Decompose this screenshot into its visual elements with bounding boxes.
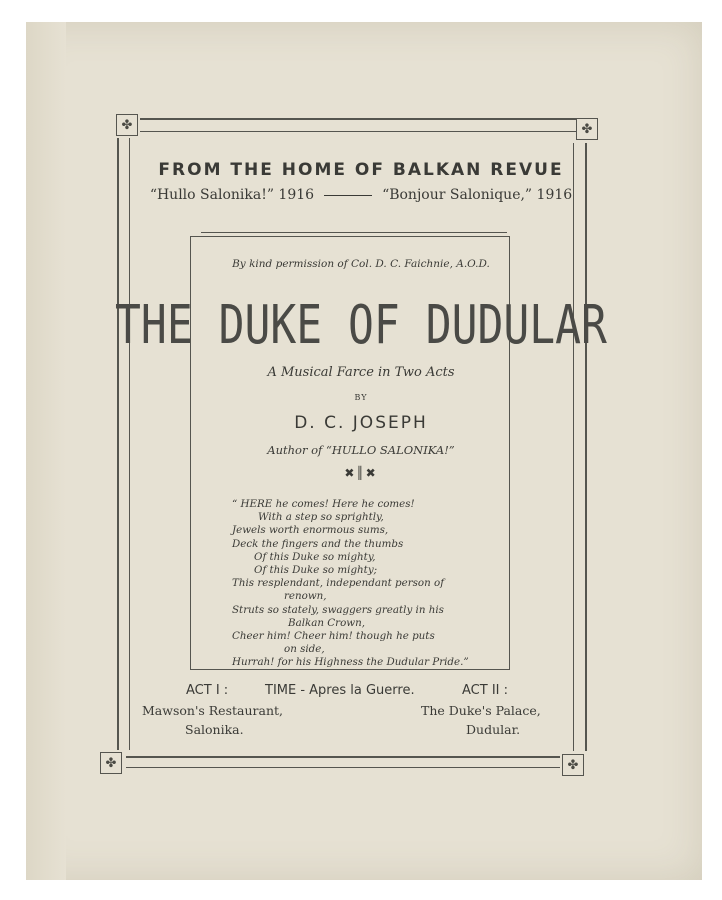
frame-bottom-line — [126, 756, 560, 758]
revue-left: “Hullo Salonika!” 1916 — [149, 187, 315, 203]
permission-line: By kind permission of Col. D. C. Faichnie, A.O.D. — [232, 258, 490, 270]
revue-line — [0, 187, 722, 203]
act1-label: ACT I : — [186, 683, 229, 698]
verse-line: Hurrah! for his Highness the Dudular Pride.” — [232, 656, 469, 669]
verse-line: Balkan Crown, — [288, 616, 366, 629]
from-home-heading: FROM THE HOME OF BALKAN REVUE — [158, 160, 564, 180]
time-line: TIME - Apres la Guerre. — [265, 683, 415, 698]
verse-line: Struts so stately, swaggers greatly in his — [232, 603, 444, 616]
verse-line: Of this Duke so mighty, — [254, 550, 376, 563]
revue-right: “Bonjour Salonique,” 1916 — [382, 187, 573, 203]
by-label: BY — [354, 393, 368, 402]
page-title: THE DUKE OF DUDULAR — [115, 294, 607, 357]
frame-top-line — [140, 118, 576, 120]
ornament-divider: ✖║✖ — [344, 466, 378, 480]
verse-line: renown, — [284, 590, 327, 603]
verse-block — [232, 498, 492, 670]
act2-label: ACT II : — [462, 683, 508, 698]
verse-line: Jewels worth enormous sums, — [232, 524, 389, 537]
ornamental-square-icon: ✤ — [562, 754, 584, 776]
verse-line: Of this Duke so mighty; — [254, 564, 378, 577]
act2-place: The Duke's Palace, — [421, 703, 541, 718]
author-of-line: Author of “HULLO SALONIKA!” — [267, 443, 455, 457]
verse-line: on side, — [284, 643, 325, 656]
frame-top-line-inner — [140, 131, 576, 132]
act1-place: Mawson's Restaurant, — [142, 703, 283, 718]
verse-line: This resplendant, independant person of — [232, 577, 445, 590]
verse-line: Cheer him! Cheer him! though he puts — [232, 630, 435, 643]
verse-line: Deck the fingers and the thumbs — [232, 537, 404, 550]
act2-city: Dudular. — [466, 722, 521, 737]
revue-dash — [324, 195, 372, 196]
frame-bottom-line-inner — [126, 767, 560, 768]
ornamental-square-icon: ✤ — [116, 114, 138, 136]
verse-line: “ HERE he comes! Here he comes! — [232, 498, 415, 510]
verse-line: With a step so sprightly, — [258, 511, 384, 524]
subtitle: A Musical Farce in Two Acts — [267, 365, 455, 380]
ornamental-square-icon: ✤ — [576, 118, 598, 140]
author-name: D. C. JOSEPH — [294, 413, 428, 433]
ornamental-square-icon: ✤ — [100, 752, 122, 774]
act1-city: Salonika. — [185, 722, 244, 737]
inner-frame-top — [201, 232, 507, 233]
